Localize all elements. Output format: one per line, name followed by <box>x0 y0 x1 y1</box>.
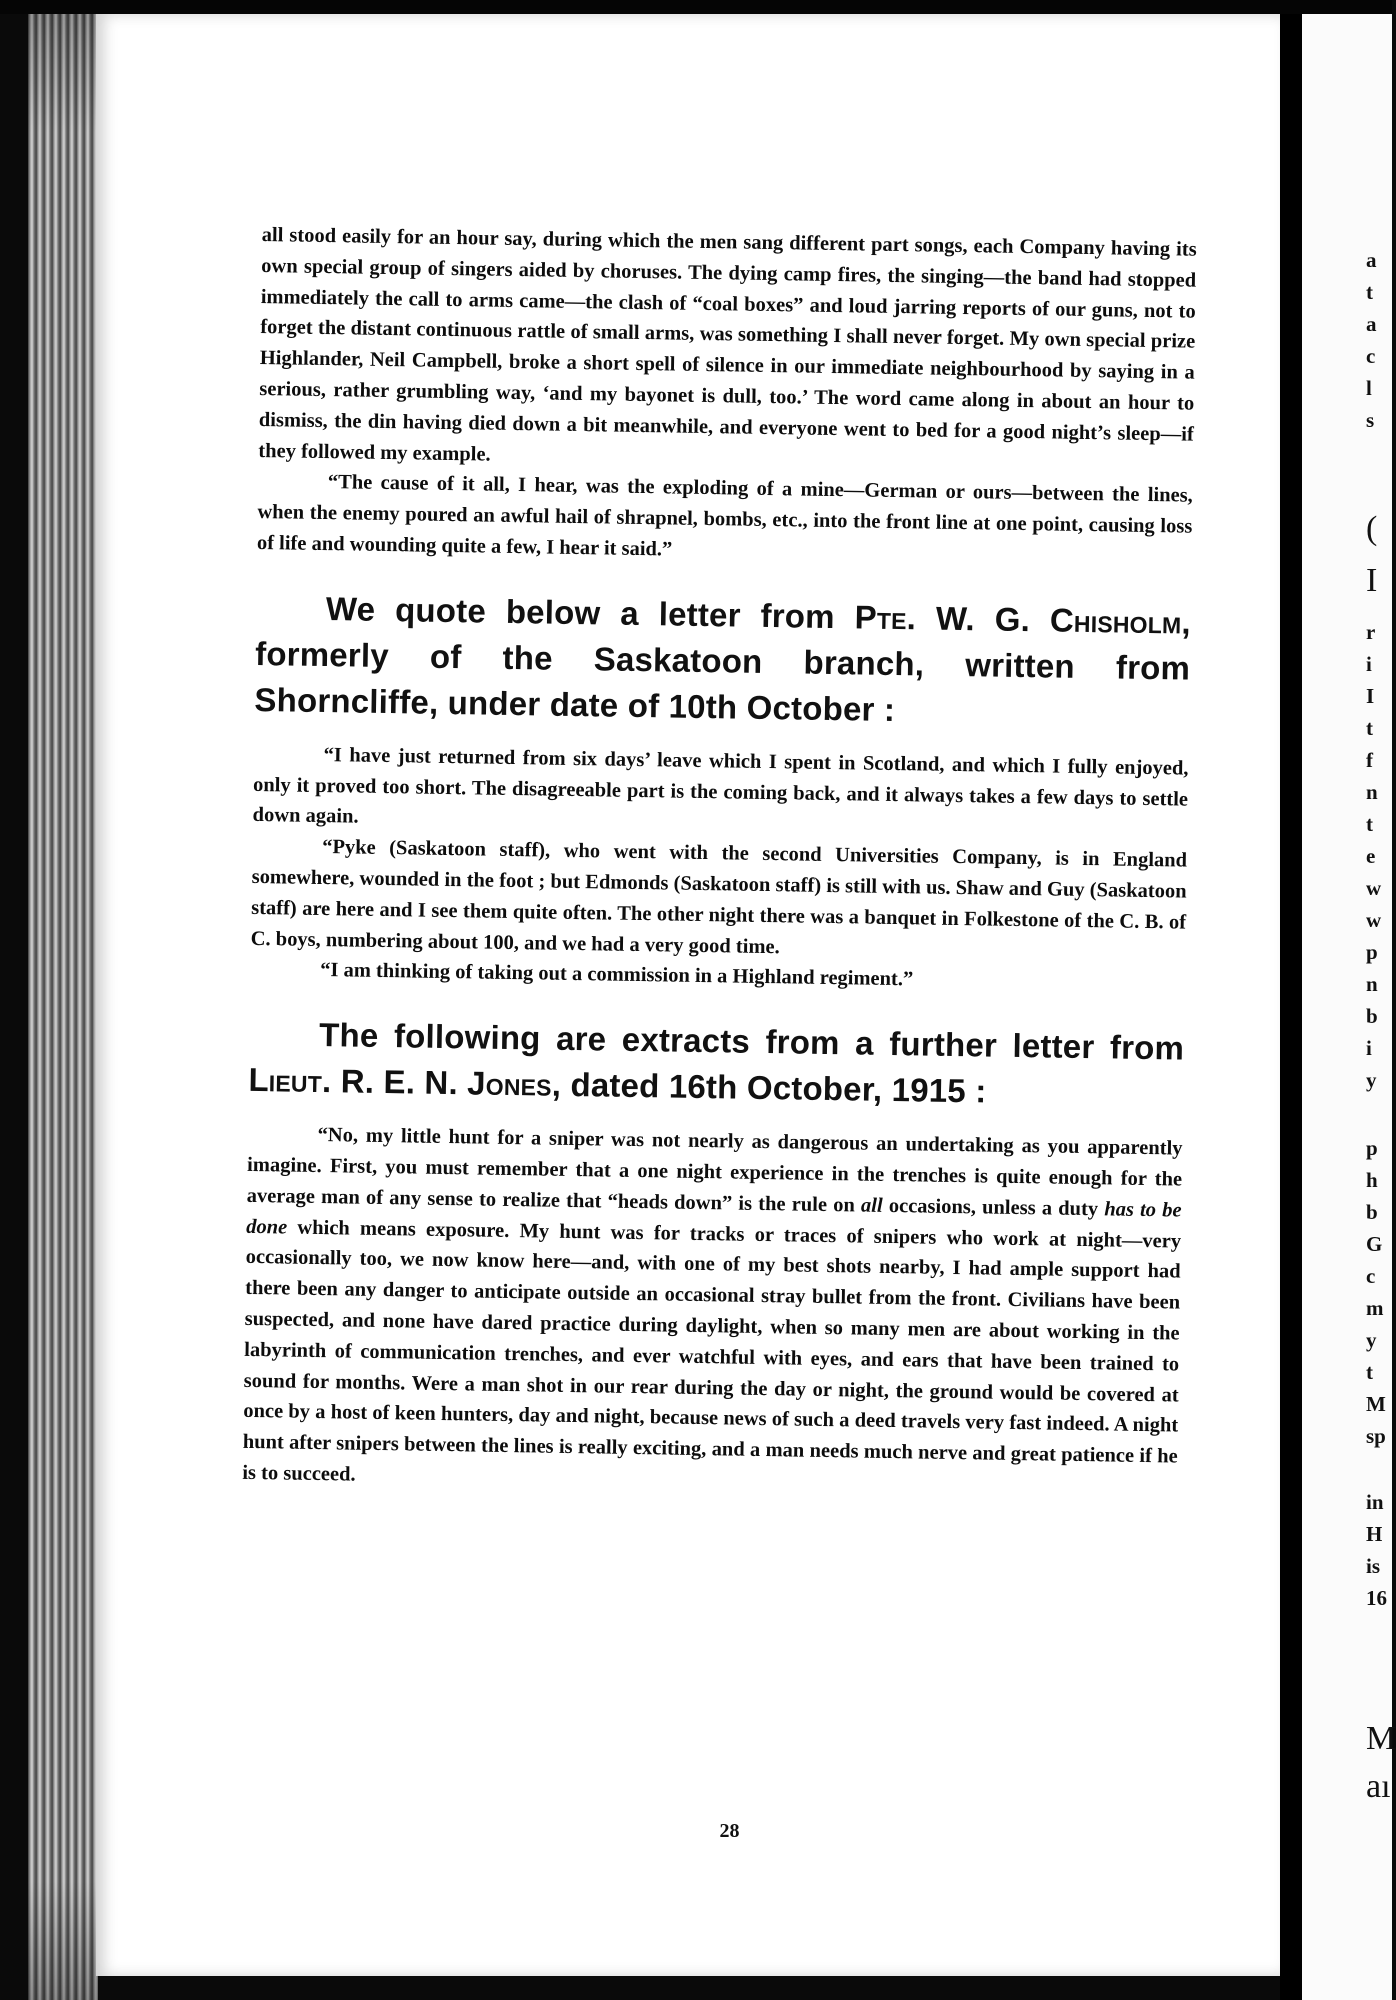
page-number: 28 <box>719 1820 740 1842</box>
facing-page-text-fragment: aı <box>1366 1768 1391 1805</box>
facing-page-text-fragment: h <box>1366 1168 1378 1192</box>
facing-page-text-fragment: s <box>1366 408 1375 432</box>
paragraph-text: “No, my little hunt for a sniper was not nearly as dangerous an undertaking as you apparently imagine. First, you must remember that a one night experience in the trenches is quite enough for the average man of any sense to realize that “heads down” is the rule on <box>246 1124 1183 1217</box>
page-text-block <box>242 220 1197 1503</box>
facing-page-text-fragment: ( <box>1366 510 1378 547</box>
facing-page-text-fragment: m <box>1366 1296 1384 1320</box>
facing-page-text-fragment: I <box>1366 684 1375 708</box>
facing-page-text-fragment: i <box>1366 652 1372 676</box>
author-name: Pte. W. G. Chisholm, <box>854 598 1192 641</box>
paragraph: all stood easily for an hour say, during which the men sang different part songs, each Company having its own special group of singers aided by choruses. The dying camp fires, the singing—the band had stopped immediately the call to arms came—the clash of “coal boxes” and loud jarring reports of our guns, not to forget the distant continuous rattle of small arms, was something I shall never forget. My own special prize Highlander, Neil Campbell, broke a short spell of silence in our immediate neighbourhood by saying in a serious, rather grumbling way, ‘and my bayonet is dull, too.’ The word came along in about an hour to dismiss, the din having died down a bit meanwhile, and everyone went to bed for a good night’s sleep—if they followed my example. <box>258 223 1197 466</box>
facing-page-text-fragment: 16 <box>1366 1586 1387 1610</box>
facing-page-text-fragment: a <box>1366 312 1377 336</box>
facing-page-text-fragment: t <box>1366 1360 1373 1384</box>
facing-page-text-fragment: i <box>1366 1036 1372 1060</box>
book-page-left <box>96 14 1280 1976</box>
facing-page-text-fragment: in <box>1366 1490 1384 1514</box>
paragraph: “The cause of it all, I hear, was the exploding of a mine—German or ours—between the lines, when the enemy poured an awful hail of shrapnel, bombs, etc., into the front line at one point, causing loss of life and wounding quite a few, I hear it said.” <box>256 471 1193 561</box>
paragraph-text: which means exposure. My hunt was for tracks or traces of snipers who work at night—very occasionally too, we now know here—and, with one of my best shots nearby, I had ample support had there been any danger to anticipate outside an occasional stray bullet from the front. Civilians have been suspected, and none have dared practice during daylight, when so many men are about working in the labyrinth of communication trenches, and ever watchful with eyes, and ears that have been trained to sound for months. Were a man shot in our rear during the day or night, the ground would be covered at once by a host of keen hunters, day and night, because news of such a deed travels very fast indeed. A night hunt after snipers between the lines is really exciting, and a man needs much nerve and great patience if he is to succeed. <box>242 1216 1182 1486</box>
section-2 <box>250 739 1189 1000</box>
facing-page-text-fragment: G <box>1366 1232 1383 1256</box>
paragraph: “Pyke (Saskatoon staff), who went with the second Universities Company, is in England somewhere, wounded in the foot ; but Edmonds (Saskatoon staff) is still with us. Shaw and Guy (Saskatoon staff) are here and I see them quite often. The other night there was a banquet in Folkestone of the C. B. of C. boys, numbering about 100, and we had a very good time. <box>250 836 1188 958</box>
facing-page-text-fragment: y <box>1366 1068 1377 1092</box>
facing-page-text-fragment: p <box>1366 940 1378 964</box>
facing-page-text-fragment: r <box>1366 620 1376 644</box>
emphasis: has to be done <box>246 1198 1182 1239</box>
letter-heading-jones <box>248 1011 1184 1118</box>
paragraph <box>242 1119 1183 1503</box>
facing-page-text-fragment: b <box>1366 1004 1378 1028</box>
facing-page-text-fragment: t <box>1366 716 1373 740</box>
facing-page-text-fragment: n <box>1366 780 1378 804</box>
facing-page-text-fragment: f <box>1366 748 1373 772</box>
facing-page-text-fragment: c <box>1366 344 1376 368</box>
facing-page-text-fragment: M <box>1366 1720 1396 1757</box>
book-page-right-facing <box>1302 14 1396 2000</box>
facing-page-text-fragment: e <box>1366 844 1376 868</box>
author-name: Lieut. R. E. N. Jones, <box>248 1061 562 1103</box>
scan-border-top <box>0 0 1392 14</box>
facing-page-text-fragment: t <box>1366 280 1373 304</box>
facing-page-text-fragment: n <box>1366 972 1378 996</box>
paragraph-text: occasions, unless a duty <box>882 1194 1105 1221</box>
facing-page-text-fragment: w <box>1366 876 1382 900</box>
facing-page-text-fragment: t <box>1366 812 1373 836</box>
facing-page-text-fragment: c <box>1366 1264 1376 1288</box>
facing-page-text-fragment: y <box>1366 1328 1377 1352</box>
facing-page-text-fragment: p <box>1366 1136 1378 1160</box>
facing-page-text-fragment: H <box>1366 1522 1383 1546</box>
facing-page-text-fragment: M <box>1366 1392 1386 1416</box>
facing-page-text-fragment: l <box>1366 376 1372 400</box>
emphasis: all <box>860 1194 883 1217</box>
section-1 <box>257 220 1197 573</box>
section-3 <box>242 1119 1183 1503</box>
heading-text: formerly of the Saskatoon branch, written from Shorncliffe, under date of 10th October : <box>254 634 1191 728</box>
book-gutter <box>1280 14 1302 2000</box>
facing-page-text-fragment: I <box>1366 562 1378 599</box>
facing-page-text-fragment: b <box>1366 1200 1378 1224</box>
letter-heading-chisholm <box>254 585 1191 738</box>
book-page-edges <box>28 14 98 2000</box>
paragraph: “I am thinking of taking out a commission in a Highland regiment.” <box>320 959 914 991</box>
paragraph: “I have just returned from six days’ leave which I spent in Scotland, and which I fully enjoyed, only it proved too short. The disagreeable part is the coming back, and it always takes a few days to settle down again. <box>252 743 1189 828</box>
heading-text: The following are extracts from a further letter from <box>318 1016 1185 1067</box>
facing-page-text-fragment: a <box>1366 248 1377 272</box>
facing-page-text-fragment: w <box>1366 908 1382 932</box>
heading-text: We quote below a letter from <box>325 589 855 636</box>
heading-text: dated 16th October, 1915 : <box>560 1065 987 1110</box>
facing-page-text-fragment: sp <box>1366 1424 1386 1448</box>
facing-page-text-fragment: is <box>1366 1554 1381 1578</box>
